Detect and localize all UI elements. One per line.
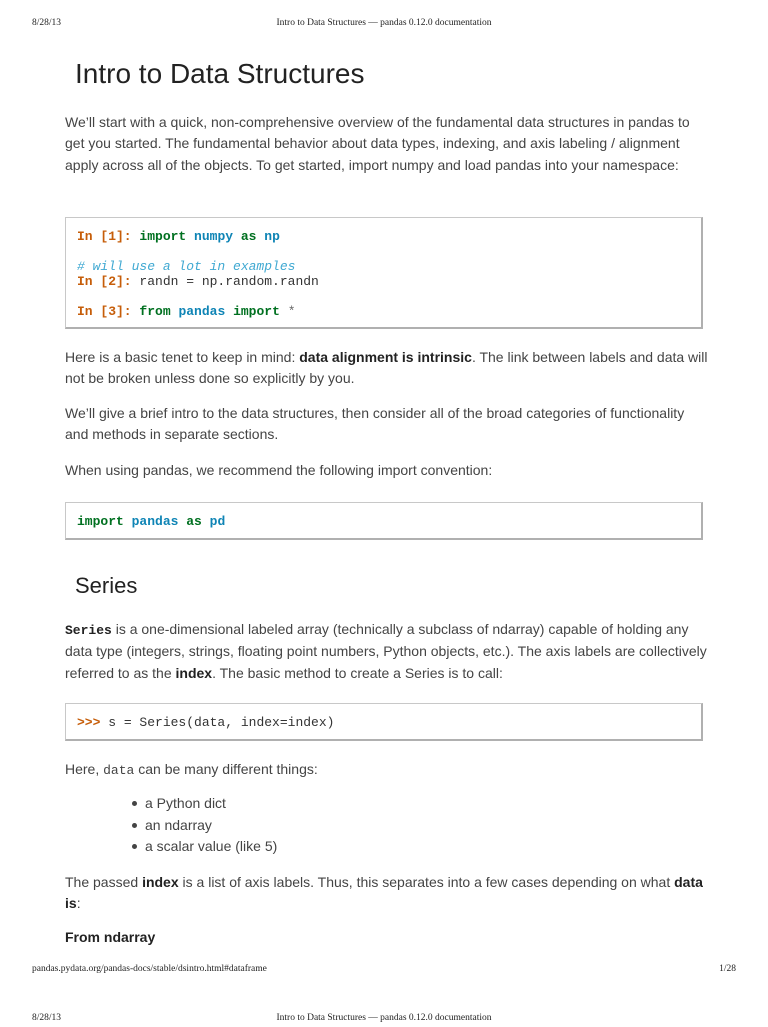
code-operator: * bbox=[287, 304, 296, 319]
code-block-imports bbox=[65, 217, 703, 329]
print-date: 8/28/13 bbox=[32, 1013, 62, 1023]
code-text: s = Series(data, index=index) bbox=[108, 715, 335, 730]
code-line-2 bbox=[77, 274, 319, 289]
bullet-icon bbox=[132, 844, 137, 849]
tenet-text-end: . The link between labels and data will not be broken unless done so explicitly by you. bbox=[65, 349, 708, 387]
here-paragraph bbox=[65, 759, 710, 781]
code-keyword: as bbox=[240, 229, 257, 244]
tenet-paragraph bbox=[65, 347, 710, 390]
series-text-end: . The basic method to create a Series is to call: bbox=[212, 664, 503, 681]
code-keyword: from bbox=[139, 304, 171, 319]
code-prompt: In [1]: bbox=[77, 229, 140, 244]
code-line-1 bbox=[77, 229, 280, 244]
tenet-text: Here is a basic tenet to keep in mind: bbox=[65, 349, 300, 365]
page-title: Intro to Data Structures bbox=[75, 58, 365, 89]
list-item-text: a Python dict bbox=[145, 795, 226, 811]
code-text: randn = np.random.randn bbox=[139, 274, 319, 289]
list-item-text: an ndarray bbox=[145, 816, 212, 833]
here-code: data bbox=[103, 763, 135, 778]
intro-paragraph: We’ll start with a quick, non-comprehensive overview of the fundamental data structures in pandas to get you started. The fundamental behavior about data types, indexing, and axis labeling / alignment apply across all of the objects. To get started, import numpy and load pandas into your namespace: bbox=[65, 114, 690, 173]
print-page-number: 1/28 bbox=[719, 964, 736, 974]
here-text-end: can be many different things: bbox=[134, 761, 318, 777]
code-keyword: import bbox=[77, 514, 124, 529]
series-code: Series bbox=[65, 623, 112, 638]
code-module: pd bbox=[209, 514, 226, 529]
code-block-convention bbox=[65, 502, 703, 540]
here-text: Here, bbox=[65, 761, 104, 777]
print-doc-title: Intro to Data Structures — pandas 0.12.0 documentation bbox=[276, 1013, 492, 1023]
print-header-next-page bbox=[32, 1013, 736, 1027]
passed-paragraph bbox=[65, 872, 710, 915]
code-prompt: In [2]: bbox=[77, 274, 140, 289]
passed-data-bold: data is bbox=[65, 874, 703, 912]
list-item-text: a scalar value (like 5) bbox=[145, 838, 278, 854]
series-paragraph bbox=[65, 619, 710, 684]
list-item bbox=[145, 793, 277, 815]
series-text: is a one-dimensional labeled array (technically a subclass of ndarray) capable of holding any data type (integers, strings, floating point numbers, Python objects, etc.). The axis labels are collectively referred to as the bbox=[65, 621, 707, 681]
series-index-bold: index bbox=[175, 664, 213, 681]
passed-text-mid: is a list of axis labels. Thus, this separates into a few cases depending on what bbox=[178, 874, 675, 890]
passed-index-bold: index bbox=[142, 874, 179, 890]
print-date: 8/28/13 bbox=[32, 18, 62, 28]
convention-paragraph: When using pandas, we recommend the following import convention: bbox=[65, 462, 493, 478]
print-header bbox=[32, 18, 736, 32]
code-module: pandas bbox=[178, 304, 226, 319]
tenet-bold: data alignment is intrinsic bbox=[299, 349, 472, 365]
code-comment: # will use a lot in examples bbox=[77, 259, 296, 274]
code-keyword: import bbox=[139, 229, 187, 244]
code-module: numpy bbox=[194, 229, 234, 244]
list-item bbox=[145, 815, 277, 837]
code-prompt: In [3]: bbox=[77, 304, 140, 319]
code-line-series bbox=[77, 715, 334, 730]
data-types-list bbox=[145, 793, 277, 858]
code-keyword: as bbox=[186, 514, 202, 529]
passed-text-end: : bbox=[76, 895, 81, 912]
code-keyword: import bbox=[233, 304, 280, 319]
code-prompt: >>> bbox=[77, 715, 109, 730]
list-item bbox=[145, 836, 277, 858]
print-footer bbox=[32, 964, 736, 978]
code-line-import bbox=[77, 514, 225, 529]
section-title-series: Series bbox=[75, 573, 138, 598]
code-module: pandas bbox=[131, 514, 179, 529]
print-url: pandas.pydata.org/pandas-docs/stable/dsintro.html#dataframe bbox=[32, 964, 267, 974]
subheading-from-ndarray: From ndarray bbox=[65, 929, 156, 945]
bullet-icon bbox=[132, 801, 137, 806]
print-doc-title: Intro to Data Structures — pandas 0.12.0 documentation bbox=[276, 18, 492, 28]
passed-text: The passed bbox=[65, 874, 143, 890]
bullet-icon bbox=[132, 823, 137, 828]
brief-paragraph: We’ll give a brief intro to the data structures, then consider all of the broad categories of functionality and methods in separate sections. bbox=[65, 405, 685, 443]
code-block-series bbox=[65, 703, 703, 741]
code-line-3 bbox=[77, 304, 296, 319]
code-module: np bbox=[264, 229, 280, 244]
